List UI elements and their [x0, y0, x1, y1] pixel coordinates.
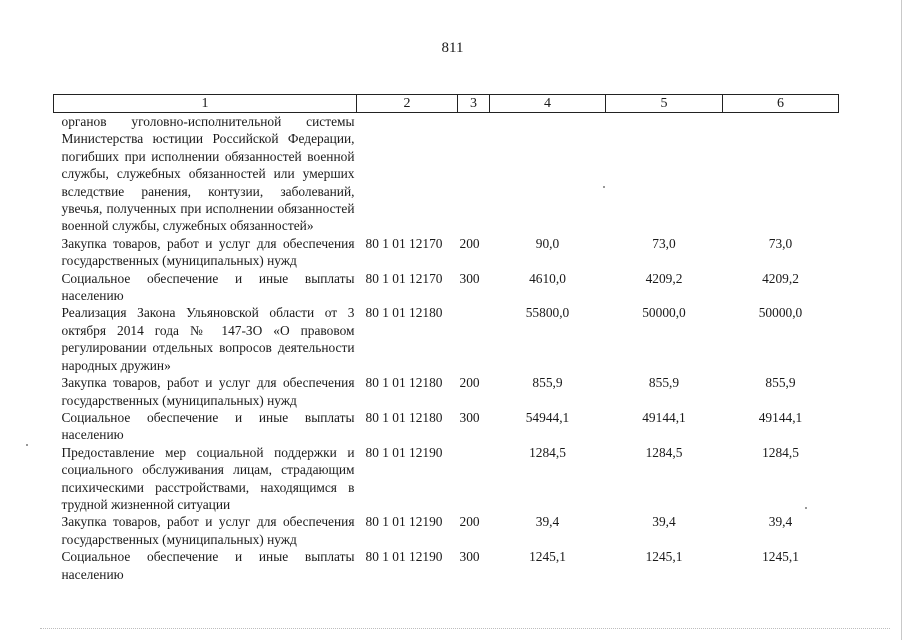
table-row: [54, 304, 839, 374]
row-value-col6: 1245,1: [762, 549, 799, 565]
row-value-col6: [723, 113, 839, 235]
column-header-1: 1: [54, 95, 357, 113]
row-expense-type: [458, 113, 490, 235]
row-target-code: 80 1 01 12190: [365, 514, 443, 530]
row-expense-type: 200: [459, 514, 480, 530]
row-value-col5: 1245,1: [645, 549, 683, 565]
page-edge: [901, 0, 902, 640]
row-value-col4: [490, 113, 606, 235]
row-value-col6: 50000,0: [758, 305, 803, 321]
row-value-col6: 49144,1: [758, 409, 803, 425]
row-target-code: 80 1 01 12170: [365, 235, 443, 251]
row-value-col6: 39,4: [768, 514, 793, 530]
column-header-4: 4: [490, 95, 606, 113]
row-value-col6: 1284,5: [762, 444, 799, 460]
row-value-col5: [606, 113, 723, 235]
table-row: [54, 513, 839, 548]
scan-speck: [805, 507, 807, 509]
row-expense-type: 200: [459, 375, 480, 391]
row-expense-type: 300: [459, 409, 480, 425]
table-row: [54, 270, 839, 305]
row-expense-type: [458, 304, 490, 374]
row-target-code: 80 1 01 12190: [365, 444, 443, 460]
table-row: [54, 409, 839, 444]
column-header-2: 2: [357, 95, 458, 113]
row-target-code: 80 1 01 12170: [365, 270, 443, 286]
row-expense-type: 300: [459, 270, 480, 286]
budget-table: [53, 94, 839, 583]
row-target-code: 80 1 01 12180: [365, 409, 443, 425]
scan-artifact-line: [40, 628, 890, 629]
row-expense-type: [458, 444, 490, 514]
row-value-col4: 855,9: [532, 375, 563, 391]
column-header-5: 5: [606, 95, 723, 113]
row-expense-type: 200: [459, 235, 480, 251]
row-name: Социальное обеспечение и иные выплаты населению: [61, 409, 355, 443]
page-number: 811: [441, 40, 464, 56]
row-name: Закупка товаров, работ и услуг для обеспечения государственных (муниципальных) нужд: [61, 375, 355, 408]
row-value-col5: 855,9: [648, 375, 680, 391]
row-value-col5: 4209,2: [645, 270, 683, 286]
row-value-col4: 55800,0: [525, 305, 570, 321]
row-value-col6: 73,0: [768, 235, 793, 251]
table-row: [54, 374, 839, 409]
table-row: [54, 444, 839, 514]
row-value-col6: 855,9: [765, 375, 796, 391]
row-name: Закупка товаров, работ и услуг для обеспечения государственных (муниципальных) нужд: [61, 514, 355, 547]
row-target-code: 80 1 01 12180: [365, 305, 443, 321]
row-value-col4: 4610,0: [529, 270, 566, 286]
row-value-col4: 54944,1: [525, 409, 570, 425]
row-name: Реализация Закона Ульяновской области от 3 октября 2014 года № 147-ЗО «О правовом регулировании отдельных вопросов деятельности народных дружин»: [61, 305, 355, 373]
row-value-col5: 49144,1: [642, 409, 686, 425]
row-name: Предоставление мер социальной поддержки и социального обслуживания лицам, страдающим психическими расстройствами, находящимся в трудной жизненной ситуации: [61, 444, 355, 512]
row-value-col4: 1245,1: [529, 549, 566, 565]
scan-speck: [603, 186, 605, 188]
row-target-code: 80 1 01 12190: [365, 549, 443, 565]
column-header-3: 3: [458, 95, 490, 113]
row-value-col4: 39,4: [535, 514, 560, 530]
scan-speck: [26, 444, 28, 446]
row-value-col5: 73,0: [652, 235, 676, 251]
table-row: [54, 235, 839, 270]
row-name: Закупка товаров, работ и услуг для обеспечения государственных (муниципальных) нужд: [61, 235, 355, 269]
row-value-col5: 39,4: [652, 514, 676, 530]
row-name: Социальное обеспечение и иные выплаты населению: [61, 549, 355, 582]
row-value-col6: 4209,2: [762, 270, 799, 286]
row-value-col4: 90,0: [535, 235, 560, 251]
row-expense-type: 300: [459, 549, 480, 565]
row-value-col4: 1284,5: [529, 444, 566, 460]
table-row: [54, 548, 839, 583]
table-row: [54, 113, 839, 235]
row-name: органов уголовно-исполнительной системы Министерства юстиции Российской Федерации, погибших при исполнении обязанностей военной службы, служебных обязанностей или умерших вследствие ранения, контузии, заболеваний, увечья, полученных при исполнении обязанностей военной службы, служебных обязанностей»: [61, 114, 355, 234]
row-value-col5: 1284,5: [645, 444, 683, 460]
column-header-6: 6: [723, 95, 839, 113]
table-header-row: [54, 95, 839, 113]
row-value-col5: 50000,0: [642, 305, 686, 321]
row-target-code: [357, 113, 458, 235]
row-target-code: 80 1 01 12180: [365, 375, 443, 391]
table-body: [54, 113, 839, 583]
row-name: Социальное обеспечение и иные выплаты населению: [61, 270, 355, 304]
